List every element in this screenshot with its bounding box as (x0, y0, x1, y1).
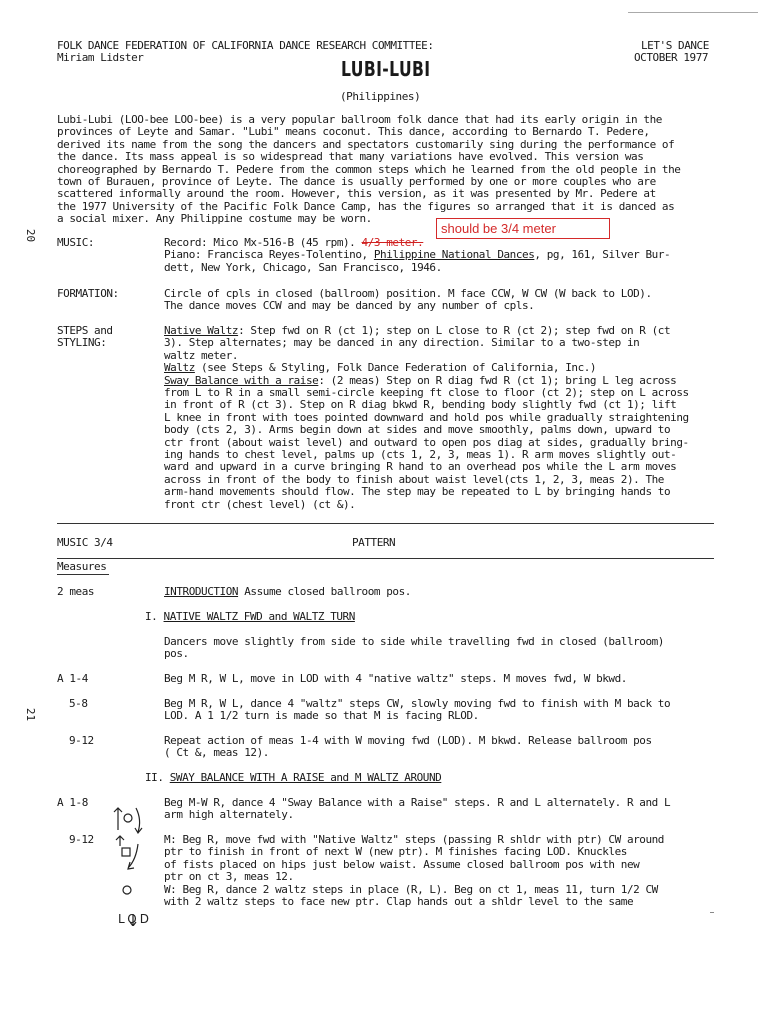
intro-line: scattered informally around the room. However, this version, as it was presented by Mr. Pedere at (57, 187, 656, 201)
dancer-circle-icon (123, 886, 131, 894)
step-text: ward and upward in a curve bringing R hand to an overhead pos while the L arm moves (164, 460, 677, 474)
row-line: with 2 waltz steps to face new ptr. Clap hands out a shldr level to the same (164, 895, 634, 909)
figure-1-desc (164, 636, 664, 661)
intro-row (164, 586, 411, 598)
floor-pattern-sketch (100, 796, 156, 926)
intro-line: a social mixer. Any Philippine costume may be worn. (57, 212, 372, 226)
pattern-label: PATTERN (352, 536, 396, 549)
intro-line: Lubi-Lubi (LOO-bee LOO-bee) is a very popular ballroom folk dance that had its early origin in the (57, 113, 662, 126)
row-line: W: Beg R, dance 2 waltz steps in place (R, L). Beg on ct 1, meas 11, turn 1/2 CW (164, 882, 658, 896)
music-body (164, 237, 670, 274)
step-text: from L to R in a small semi-circle keeping ft close to floor (ct 2); step on L across (164, 386, 689, 400)
row-line: M: Beg R, move fwd with "Native Waltz" steps (passing R shldr with ptr) CW around (164, 833, 664, 846)
up-arrow-icon (114, 808, 122, 830)
steps-label-line: STYLING: (57, 336, 107, 350)
figure-1-number: I. (145, 610, 158, 623)
step-text: body (cts 2, 3). Arms begin down at sides and move smoothly, palms down, upward to (164, 423, 671, 437)
step-text: in front of R (ct 3). Step on R diag bkwd R, bending body slightly fwd (ct 1); lift (164, 398, 677, 412)
step-sway-balance: Sway Balance with a raise (164, 373, 319, 387)
figure-2-number: II. (145, 771, 164, 784)
step-text: L knee in front with toes pointed downward and hold pos while gradually straightening (164, 410, 689, 424)
header-date: OCTOBER 1977 (634, 51, 709, 64)
row-measures: A 1-4 (57, 672, 88, 685)
page-title: LUBI-LUBI (341, 57, 431, 81)
row-line: Repeat action of meas 1-4 with W moving fwd (LOD). M bkwd. Release ballroom pos (164, 734, 652, 747)
row-line: ptr on ct 3, meas 12. (164, 870, 294, 884)
struck-meter: 4/3 meter. (361, 236, 424, 249)
measures-underline (57, 574, 109, 575)
step-text: (see Steps & Styling, Folk Dance Federation of California, Inc.) (194, 361, 597, 375)
figure-2-title: SWAY BALANCE WITH A RAISE and M WALTZ AROUND (169, 771, 442, 784)
lod-label: LOD (118, 912, 152, 926)
music-piano-cont: dett, New York, Chicago, San Francisco, 1946. (164, 260, 442, 274)
curve-arrow-icon (135, 808, 142, 833)
row-line: Beg M R, W L, dance 4 "waltz" steps CW, slowly moving fwd to finish with M back to (164, 697, 671, 710)
edge-mark (710, 912, 714, 913)
music-meter-label: MUSIC 3/4 (57, 536, 113, 549)
intro-paragraph (57, 114, 680, 226)
step-text: : (2 meas) Step on R diag fwd R (ct 1); bring L leg across (318, 373, 677, 387)
music-piano: Piano: Francisca Reyes-Tolentino, (164, 248, 374, 262)
step-text: front ctr (chest level) (ct &). (164, 497, 356, 511)
row-text (164, 673, 627, 685)
intro-line: the dance. Its mass appeal is so widespread that many variations have evolved. This version was (57, 150, 644, 164)
dancer-circle-icon (124, 814, 132, 822)
steps-label (57, 325, 113, 350)
formation-label: FORMATION: (57, 287, 119, 300)
step-text: ctr front (about waist level) and outward to open pos diag at sides, gradually bring- (164, 435, 689, 449)
row-text (164, 698, 670, 723)
step-text: waltz meter. (164, 348, 239, 362)
row-measures: A 1-8 (57, 796, 88, 809)
intro-line: derived its name from the song the dancers and spectators customarily sing during the performance of (57, 137, 675, 151)
step-text: ing hands to chest level, palms up (cts 1, 2, 3, meas 1). R arm moves slightly out- (164, 448, 677, 462)
section-divider (57, 523, 714, 524)
step-text: arm-hand movements should flow. The step may be repeated to L by bringing hands to (164, 485, 671, 499)
measures-rule (57, 558, 714, 559)
header-author: Miriam Lidster (57, 51, 144, 64)
row-measures: 9-12 (69, 734, 94, 747)
figure-1-title: NATIVE WALTZ FWD and WALTZ TURN (163, 610, 355, 623)
margin-page-number: 21 (24, 707, 38, 722)
row-line: Beg M R, W L, move in LOD with 4 "native waltz" steps. M moves fwd, W bkwd. (164, 672, 627, 685)
intro-line: the 1977 University of the Pacific Folk Dance Camp, has the figures so arranged that it is danced as (57, 199, 675, 213)
music-piano-pub: , pg, 161, Silver Bur- (534, 248, 671, 262)
formation-body (164, 288, 652, 313)
row-text (164, 797, 670, 822)
figure-1-heading (145, 611, 355, 623)
steps-body (164, 325, 689, 511)
row-text (164, 834, 664, 908)
intro-title: INTRODUCTION (164, 585, 239, 598)
intro-line: provinces of Leyte and Samar. "Lubi" means coconut. This dance, according to Bernardo T. Pedere, (57, 125, 650, 139)
header-publication: LET'S DANCE (641, 39, 709, 52)
row-line: ( Ct &, meas 12). (164, 746, 269, 760)
row-line: ptr to finish in front of next W (new ptr). M finishes facing LOD. Knuckles (164, 845, 627, 859)
row-line: of fists placed on hips just below waist. Assume closed ballroom pos with new (164, 857, 640, 871)
top-pencil-line (628, 12, 758, 13)
music-record: Record: Mico Mx-516-B (45 rpm). (164, 236, 356, 249)
desc-line: pos. (164, 647, 189, 661)
row-line: arm high alternately. (164, 808, 294, 822)
desc-line: Dancers move slightly from side to side while travelling fwd in closed (ballroom) (164, 635, 664, 648)
step-text: : Step fwd on R (ct 1); step on L close to R (ct 2); step fwd on R (ct (238, 324, 671, 337)
row-measures: 9-12 (69, 833, 94, 846)
intro-line: town of Burauen, province of Leyte. The dance is usually performed by one or more couples who are (57, 175, 656, 189)
row-text (164, 735, 652, 760)
step-native-waltz: Native Waltz (164, 324, 239, 337)
row-measures: 5-8 (69, 697, 88, 710)
margin-page-number: 20 (24, 228, 38, 243)
dancer-square-icon (122, 848, 130, 856)
up-arrow-icon (116, 836, 124, 846)
measures-label: Measures (57, 560, 107, 573)
formation-line: The dance moves CCW and may be danced by any number of cpls. (164, 299, 535, 313)
header-org: FOLK DANCE FEDERATION OF CALIFORNIA DANCE RESEARCH COMMITTEE: (57, 39, 434, 52)
intro-measures: 2 meas (57, 585, 95, 598)
steps-label-line: STEPS and (57, 324, 113, 337)
page-subtitle: (Philippines) (340, 90, 421, 103)
formation-line: Circle of cpls in closed (ballroom) position. M face CCW, W CW (W back to LOD). (164, 287, 652, 300)
meter-correction-annotation: should be 3/4 meter (436, 218, 610, 239)
intro-line: choreographed by Bernardo T. Pedere from the common steps which he learned from the old people in the (57, 162, 681, 176)
intro-text: Assume closed ballroom pos. (238, 585, 411, 598)
row-line: Beg M-W R, dance 4 "Sway Balance with a Raise" steps. R and L alternately. R and L (164, 796, 671, 809)
step-text: 3). Step alternates; may be danced in any direction. Similar to a two-step in (164, 336, 640, 350)
row-line: LOD. A 1 1/2 turn is made so that M is facing RLOD. (164, 709, 479, 723)
figure-2-heading (145, 772, 441, 784)
step-text: across in front of the body to finish about waist level(cts 1, 2, 3, meas 2). The (164, 472, 664, 486)
music-piano-book: Philippine National Dances (373, 248, 535, 262)
step-waltz: Waltz (164, 361, 195, 375)
music-label: MUSIC: (57, 236, 95, 249)
